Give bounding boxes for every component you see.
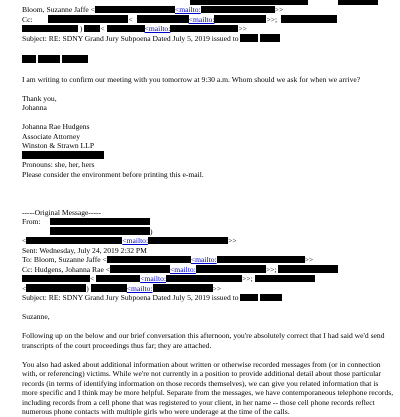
mailto-link[interactable]: <mailto: [188,14,215,24]
header-cc-line [22,15,394,25]
redaction [26,284,86,292]
redaction [107,25,145,33]
redaction [153,284,213,292]
original-cc-cont-line [22,274,394,284]
original-cc-line [22,265,394,275]
lt: < [100,24,105,33]
redaction [217,256,305,264]
greeting-line [22,55,394,65]
redaction [38,55,60,63]
redaction [110,265,170,273]
paren: ) [79,24,83,33]
reply-salutation: Suzanne, [22,312,50,321]
subject-text: RE: SDNY Grand Jury Subpoena Dated July 5, 2019 issued to [48,33,239,43]
from-label: From: [22,217,41,226]
redaction [96,275,140,283]
redaction [260,34,280,42]
thanks: Thank you, [22,93,57,103]
gt: >> [212,283,222,293]
redaction [137,15,189,23]
lt: < [22,283,27,293]
subject-text: RE: SDNY Grand Jury Subpoena Dated July 5, 2019 issued to [48,293,239,302]
redaction [260,294,282,302]
redaction [240,294,258,302]
redaction [91,284,127,292]
redaction [170,25,238,33]
subject-label: Subject: [22,33,47,43]
redaction [50,218,150,226]
original-divider: -----Original Message----- [22,207,102,217]
original-sent: Sent: Wednesday, July 24, 2019 2:32 PM [22,245,147,255]
redaction [255,275,315,283]
original-to-line [22,255,394,265]
mailto-link[interactable]: <mailto: [174,5,201,14]
redaction [22,25,78,33]
header-cc-cont-line [22,24,394,34]
mailto-link[interactable]: <mailto: [126,283,153,293]
gt: >>; [242,274,253,283]
redaction [281,15,337,23]
gt: >>; [265,264,277,274]
original-subject-line [22,293,394,303]
redaction [95,6,175,14]
original-from-cont-line [22,227,394,237]
mailto-link[interactable]: <mailto: [144,24,171,33]
subject-label: Subject: [22,293,47,302]
redaction [196,265,266,273]
redaction [22,151,104,159]
paren: ) [150,226,153,236]
mailto-link[interactable]: <mailto: [170,264,196,274]
redaction [26,237,122,245]
redaction [240,34,258,42]
signature-firm: Winston & Strawn LLP [22,141,95,150]
redaction [338,0,378,5]
paren: ) [86,283,89,293]
mailto-link[interactable]: <mailto: [122,236,149,245]
gt: >> [228,236,237,245]
redaction [48,15,128,23]
email-document [22,0,394,417]
redaction [214,15,266,23]
original-cc-cont2-line [22,284,394,294]
redaction [148,237,228,245]
reply-paragraph-1: Following up on the below and our brief conversation this afternoon, you're absolutely correct that I had said we'd send transcripts of the court proceedings thus far; they are attached. [22,331,385,350]
header-from-line [22,5,394,15]
signature-redaction [22,151,394,161]
redaction [50,227,150,235]
to-text: To: Bloom, Suzanne Jaffe < [22,255,107,264]
mailto-link[interactable]: <mailto: [140,274,166,283]
sign-name: Johanna [22,103,47,112]
redaction [201,6,275,14]
original-from-line [22,217,394,227]
redaction [166,275,242,283]
lt: < [22,236,27,245]
redaction [22,55,36,63]
from-name: Bloom, Suzanne Jaffe < [22,5,95,14]
signature-title: Associate Attorney [22,131,80,141]
body-paragraph: I am writing to confirm our meeting with you tomorrow at 9:30 a.m. Whom should we ask for when we arrive? [22,74,361,84]
gt: >> [304,255,314,264]
gt: >> [274,5,284,14]
lt: < [128,14,133,24]
redaction [107,256,191,264]
lt: < [90,274,95,283]
redaction [22,275,90,283]
reply-paragraph-2: You also had asked about additional information about written or otherwise recorded messages from (or in connection with, or referencing) victims. While we're not currently in a position to provide additional detail about those particular records (in terms of identifying information on those records themselves), we can give you related information that is more specific and I think may be more helpful. Separate from the messages, we have contemporaneous telephone records, including records from a cell phone that was registered to your client, in her name -- those cell phone records reflect numerous phone contacts with multiple girls who were underage at the time of the calls. [22,359,394,416]
signature-pronouns: Pronouns: she, her, hers [22,160,95,169]
redaction [62,55,88,63]
cc-label: Cc: [22,14,33,24]
gt: >>; [266,14,278,24]
redaction [84,25,100,33]
signature-env: Please consider the environment before printing this e-mail. [22,169,204,179]
cc-text: Cc: Hudgens, Johanna Rae < [22,264,111,274]
gt: >> [238,24,247,33]
original-from-mail-line [22,236,394,246]
redaction [278,265,338,273]
header-subject-line [22,34,394,44]
mailto-link[interactable]: <mailto: [190,255,217,264]
signature-name: Johanna Rae Hudgens [22,122,90,131]
